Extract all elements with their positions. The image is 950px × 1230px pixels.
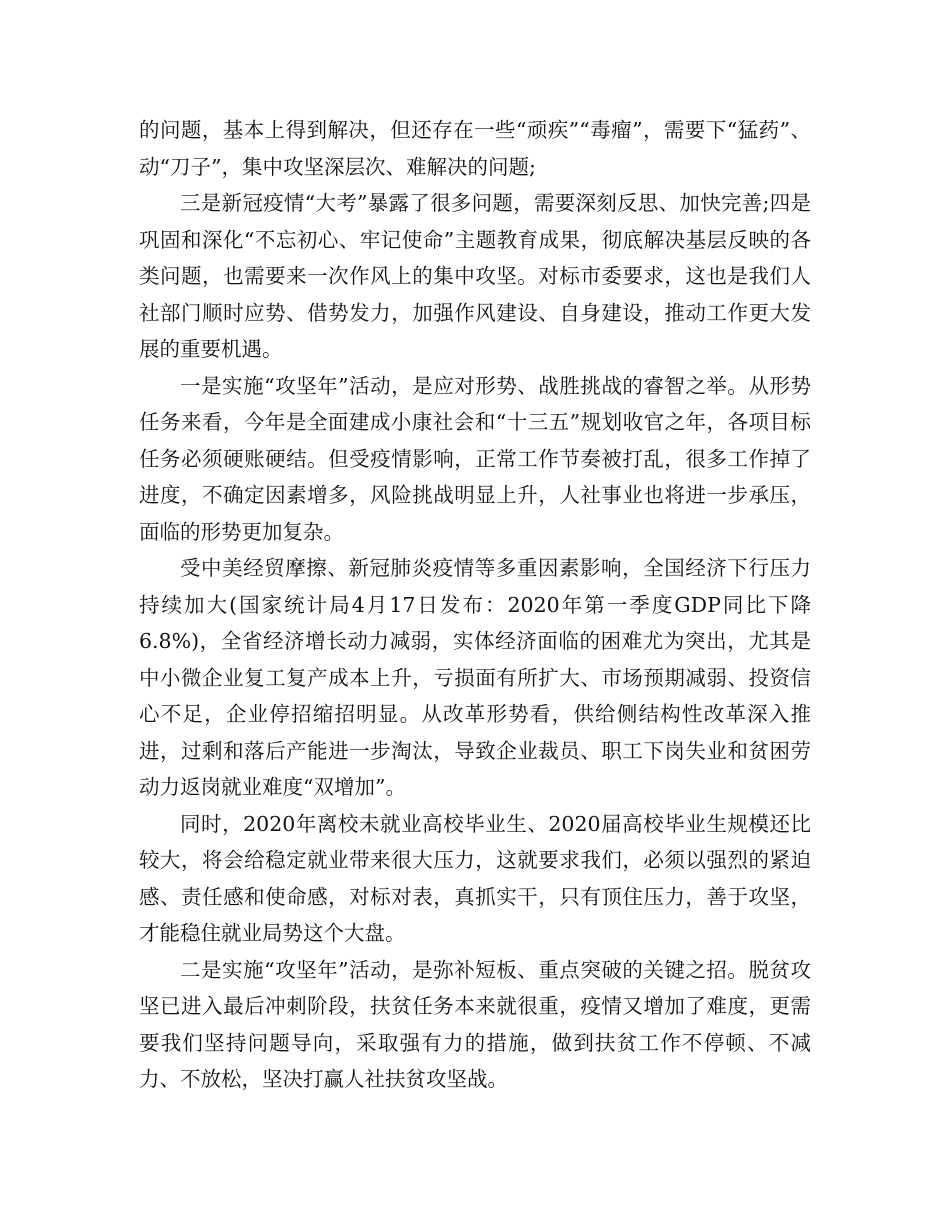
paragraph-economic-pressure: 受中美经贸摩擦、新冠肺炎疫情等多重因素影响，全国经济下行压力持续加大(国家统计局4月17日发布：2020年第一季度GDP同比下降6.8%)，全省经济增长动力减弱，实体经济面临的困难尤为突出，尤其是中小微企业复工复产成本上升，亏损面有所扩大、市场预期减弱、投资信心不足，企业停招缩招明显。从改革形势看，供给侧结构性改革深入推进，过剩和落后产能进一步淘汰，导致企业裁员、职工下岗失业和贫困劳动力返岗就业难度“双增加”。 [139,556,811,799]
paragraph-point-three-four: 三是新冠疫情“大考”暴露了很多问题，需要深刻反思、加快完善;四是巩固和深化“不忘初心、牢记使命”主题教育成果，彻底解决基层反映的各类问题，也需要来一次作风上的集中攻坚。对标市委要求，这也是我们人社部门顺时应势、借势发力，加强作风建设、自身建设，推动工作更大发展的重要机遇。 [139,191,811,361]
document-body [139,112,811,1098]
paragraph-point-two: 二是实施“攻坚年”活动，是弥补短板、重点突破的关键之招。脱贫攻坚已进入最后冲刺阶段，扶贫任务本来就很重，疫情又增加了难度，更需要我们坚持问题导向，采取强有力的措施，做到扶贫工作不停顿、不减力、不放松，坚决打赢人社扶贫攻坚战。 [139,957,811,1091]
paragraph-graduates: 同时，2020年离校未就业高校毕业生、2020届高校毕业生规模还比较大，将会给稳定就业带来很大压力，这就要求我们，必须以强烈的紧迫感、责任感和使命感，对标对表，真抓实干，只有顶住压力，善于攻坚，才能稳住就业局势这个大盘。 [139,811,811,945]
paragraph-continued: 的问题，基本上得到解决，但还存在一些“顽疾”“毒瘤”，需要下“猛药”、动“刀子”，集中攻坚深层次、难解决的问题; [139,118,811,179]
paragraph-point-one: 一是实施“攻坚年”活动，是应对形势、战胜挑战的睿智之举。从形势任务来看，今年是全面建成小康社会和“十三五”规划收官之年，各项目标任务必须硬账硬结。但受疫情影响，正常工作节奏被打乱，很多工作掉了进度，不确定因素增多，风险挑战明显上升，人社事业也将进一步承压，面临的形势更加复杂。 [139,373,811,544]
